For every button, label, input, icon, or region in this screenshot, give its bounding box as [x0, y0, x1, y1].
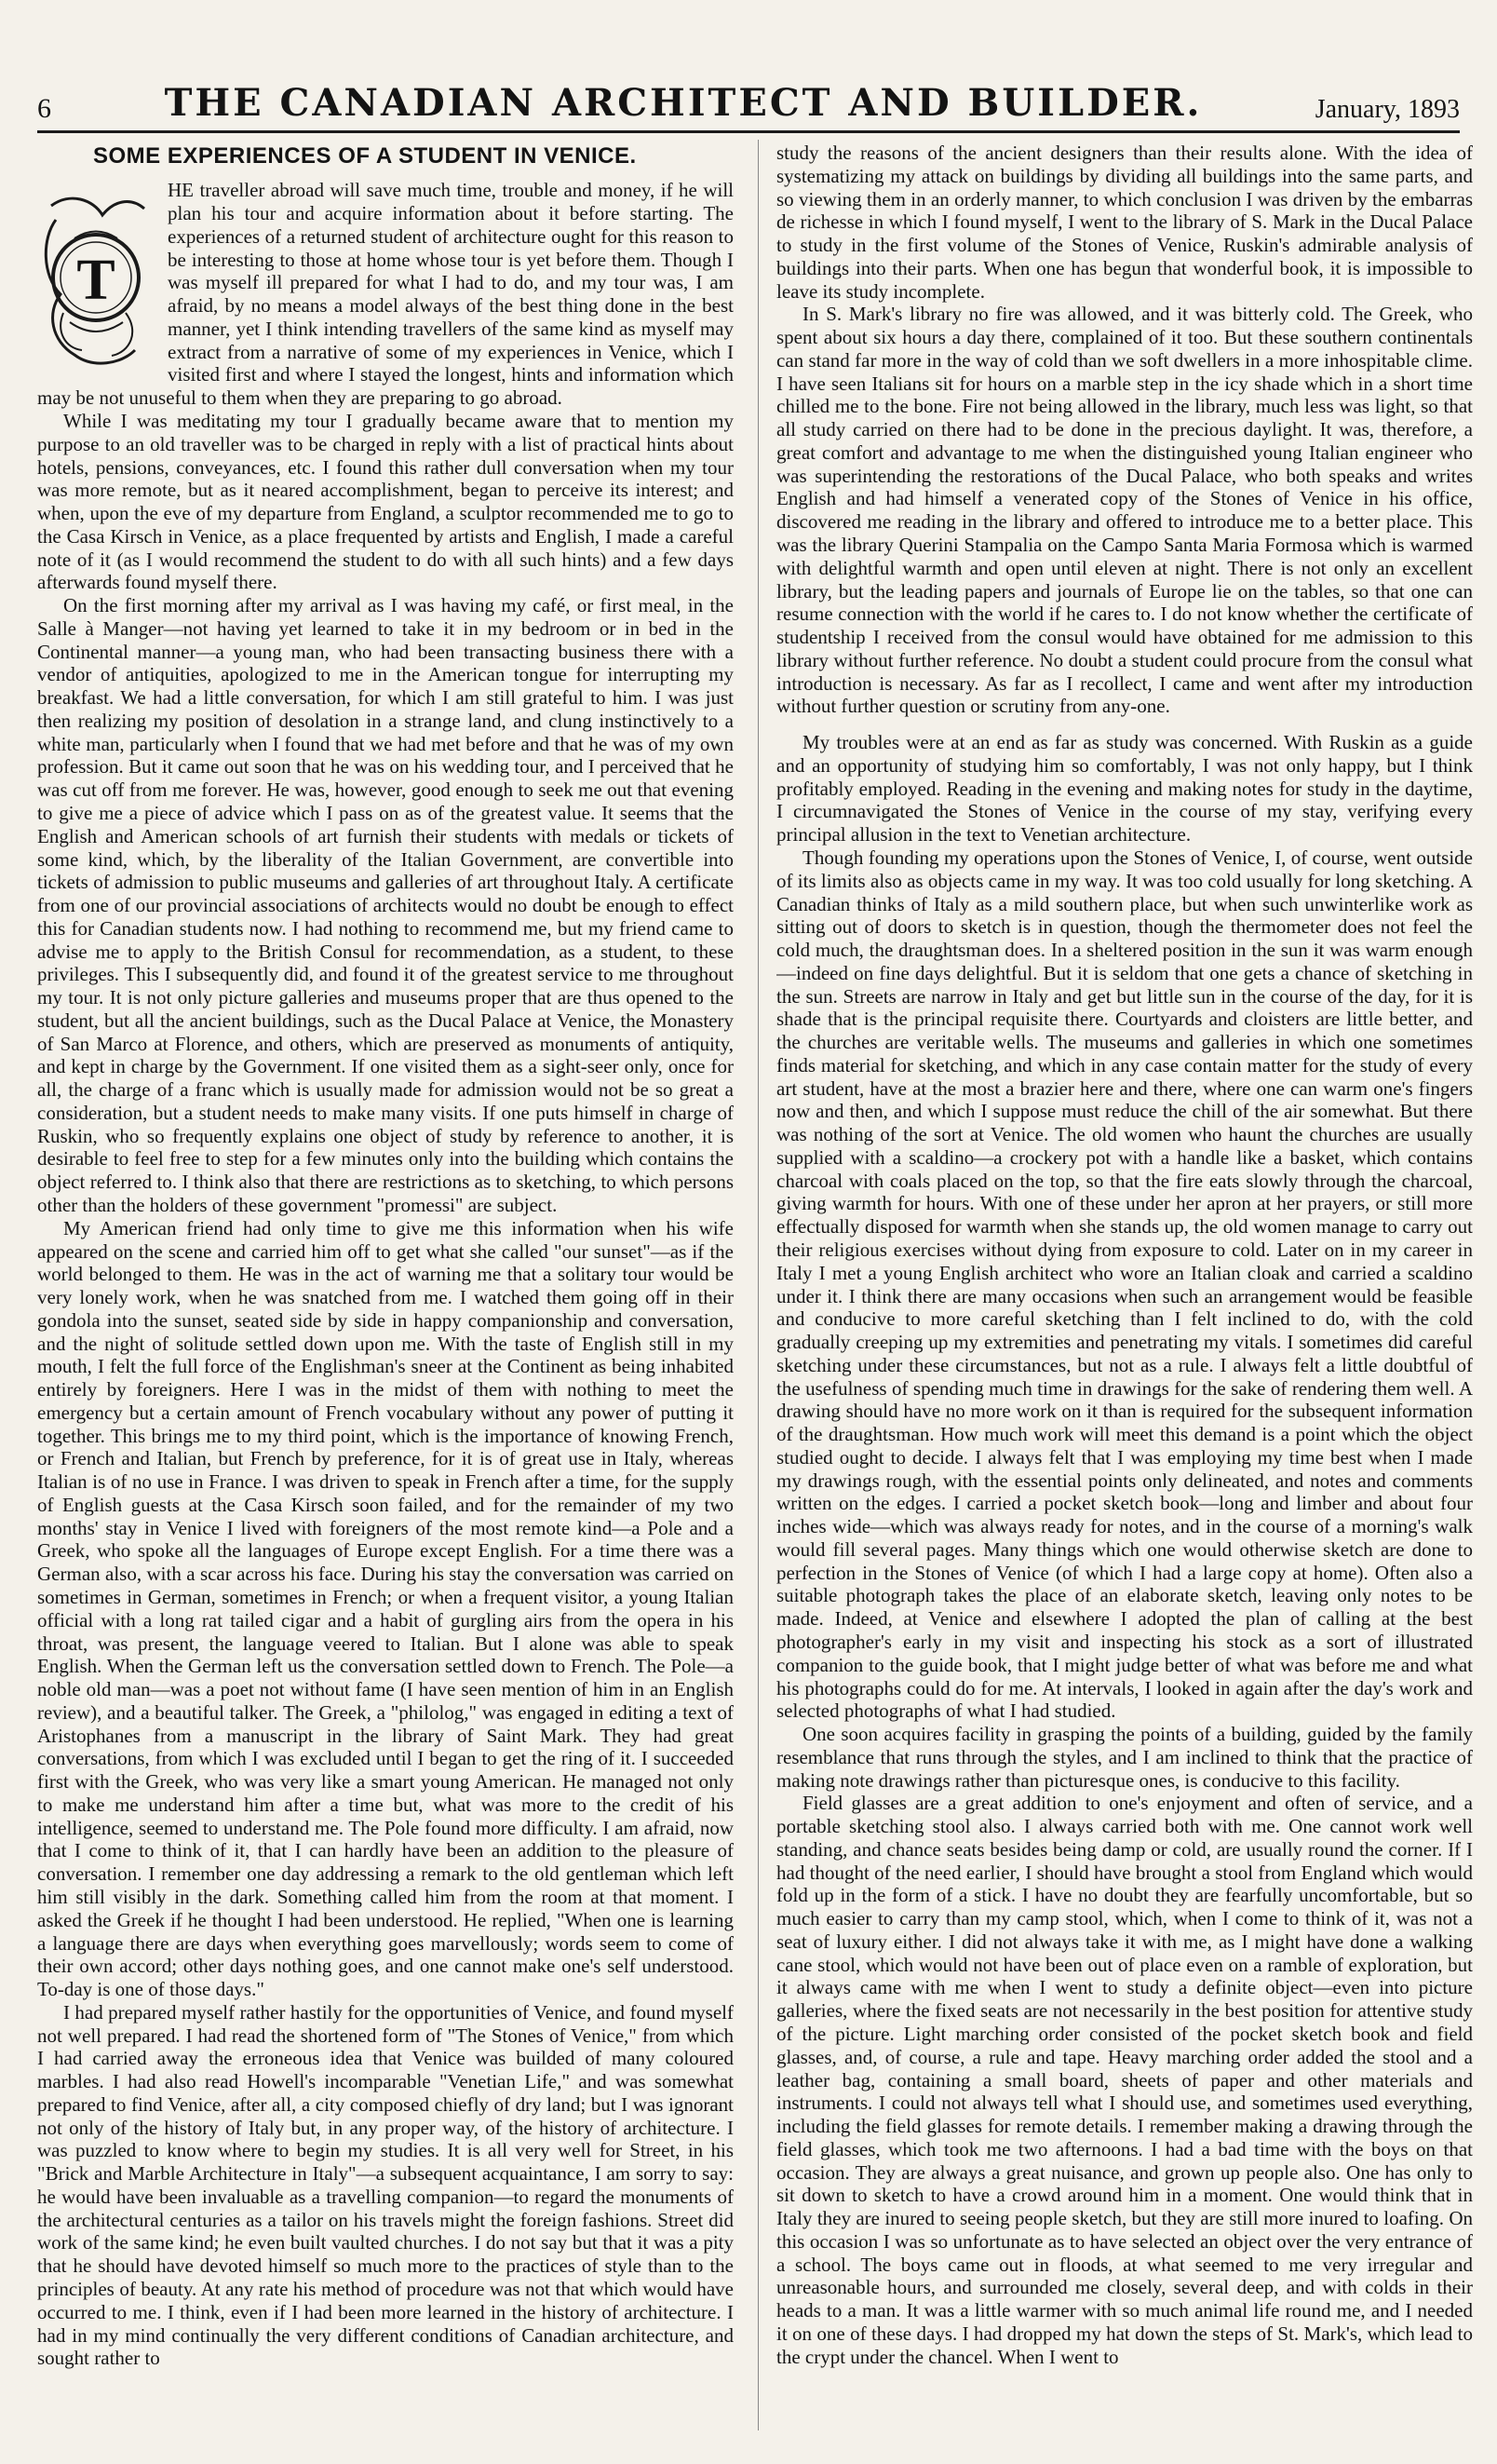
right-column: [776, 142, 1473, 2442]
column-divider: [758, 140, 759, 2430]
page-header: [37, 78, 1460, 125]
paragraph: study the reasons of the ancient designers than their results alone. With the idea of systematizing my attack on buildings by dividing all buildings into the same parts, and so viewing them in an orderly manner, to which conclusion I was driven by the embarras de richesse in which I found myself, I went to the library of S. Mark in the Ducal Palace to study in the first volume of the Stones of Venice, Ruskin's admirable analysis of buildings into their parts. When one has begun that wonderful book, it is impossible to leave its study incomplete.: [776, 142, 1473, 303]
paragraph: In S. Mark's library no fire was allowed, and it was bitterly cold. The Greek, who spent about six hours a day there, complained of it too. But these southern continentals can stand far more in the way of cold than we soft dwellers in a more inhospitable clime. I have seen Italians sit for hours on a marble step in the icy shade which in a short time chilled me to the bone. Fire not being allowed in the library, much less was light, so that all study carried on there had to be done in the precious daylight. It was, therefore, a great comfort and advantage to me when the distinguished young Italian engineer who was superintending the restorations of the Ducal Palace, who both speaks and writes English and had himself a venerated copy of the Stones of Venice in his office, discovered me reading in the library and offered to introduce me to a better place. This was the library Querini Stampalia on the Campo Santa Maria Formosa which is warmed with delightful warmth and open until eleven at night. There is not only an excellent library, but the leading papers and journals of Europe lie on the tables, so that one can resume connection with the world if he cares to. I do not know whether the certificate of studentship I received from the consul would have obtained for me admission to this library without further reference. No doubt a student could procure from the consul what introduction is necessary. As far as I recollect, I came and went after my introduction without further question or scrutiny from any-one.: [776, 303, 1473, 718]
page-number: 6: [37, 93, 51, 124]
ornamental-dropcap-icon: [37, 183, 155, 378]
paragraph: Though founding my operations upon the Stones of Venice, I, of course, went outside of its limits also as objects came in my way. It was too cold usually for long sketching. A Canadian thinks of Italy as a mild southern place, but when such unwinterlike work as sitting out of doors to sketch is in question, though the thermometer does not feel the cold much, the draughtsman does. In a sheltered position in the sun it was warm enough—indeed on fine days delightful. But it is seldom that one gets a chance of sketching in the sun. Streets are narrow in Italy and get but little sun in the course of the day, for it is shade that is the principal requisite there. Courtyards and cloisters are little better, and the churches are veritable wells. The museums and galleries in which one sometimes finds material for sketching, and which in any case contain matter for the study of every art student, have at the most a brazier here and there, where one can warm one's fingers now and then, and which I suppose must reduce the chill of the air somewhat. But there was nothing of the sort at Venice. The old women who haunt the churches are usually supplied with a scaldino—a crockery pot with a handle like a basket, which contains charcoal with coals placed on the top, so that the fire eats slowly through the charcoal, giving warmth for hours. With one of these under her apron at her prayers, or still more effectually disposed for warmth when she stands up, the old women manage to carry out their religious exercises without dying from exposure to cold. Later on in my career in Italy I met a young English architect who wore an Italian cloak and carried a scaldino under it. I think there are many occasions when such an arrangement would be feasible and conducive to more careful sketching than I felt inclined to do, with the cold gradually creeping up my extremities and penetrating my vitals. I sometimes did careful sketching under these circumstances, but not as a rule. I always felt a little doubtful of the usefulness of spending much time in drawings for the sake of rendering them well. A drawing should have no more work on it than is required for the subsequent information of the draughtsman. How much work will meet this demand is a point which the object studied ought to decide. I always felt that I was employing my time best when I made my drawings rough, with the essential points only delineated, and notes and comments written on the edges. I carried a pocket sketch book—long and limber and about four inches wide—which was always ready for notes, and in the course of a morning's walk would fill several pages. Many things which one would otherwise sketch are done to perfection in the Stones of Venice (of which I had a large copy at home). Often also a suitable photograph takes the place of an elaborate sketch, leaving only notes to be made. Indeed, at Venice and elsewhere I adopted the plan of calling at the best photographer's early in my visit and inspecting his stock as a sort of illustrated companion to the guide book, that I might judge better of what was before me and what his photographs could do for me. At intervals, I looked in again after the day's work and selected photographs of what I had studied.: [776, 846, 1473, 1723]
intro-paragraph: HE traveller abroad will save much time, trouble and money, if he will plan his tour and acquire information about it before starting. The experiences of a returned student of architecture ought for this reason to be interesting to those at home whose tour is yet before them. Though I was myself ill prepared for what I had to do, and my tour was, I am afraid, by no means a model always of the best thing done in the best manner, yet I think intending travellers of the same kind as myself may extract from a narrative of some of my experiences in Venice, which I visited first and where I stayed the longest, hints and information which may be not unuseful to them when they are preparing to go abroad.: [37, 179, 734, 410]
paragraph: One soon acquires facility in grasping the points of a building, guided by the family resemblance that runs through the styles, and I am inclined to think that the practice of making note drawings rather than picturesque ones, is conducive to this facility.: [776, 1723, 1473, 1792]
article-title: SOME EXPERIENCES OF A STUDENT IN VENICE.: [93, 143, 637, 169]
paragraph: Field glasses are a great addition to one's enjoyment and often of service, and a portable sketching stool also. I always carried both with me. One cannot work well standing, and chance seats besides being damp or cold, are usually round the corner. If I had thought of the need earlier, I should have brought a stool from England which would fold up in the form of a stick. I have no doubt they are fearfully uncomfortable, but so much easier to carry than my camp stool, which, when I come to think of it, was not a seat of luxury either. I did not always take it with me, as I might have done a walking cane stool, which would not have been out of place even on a ramble of exploration, but it always came with me when I went to study a definite object—even into picture galleries, where the fixed seats are not necessarily in the best position for attentive study of the picture. Light marching order consisted of the pocket sketch book and field glasses, and, of course, a rule and tape. Heavy marching order added the stool and a leather bag, containing a small board, sheets of paper and other materials and instruments. I could not always tell what I should use, and sometimes used everything, including the field glasses for remote details. I remember making a drawing through the field glasses, which took me two afternoons. I had a bad time with the boys on that occasion. They are always a great nuisance, and grown up people also. One has only to sit down to sketch to have a crowd around him in a moment. One would think that in Italy they are inured to seeing people sketch, but they are still more inured to loafing. On this occasion I was so unfortunate as to have selected an object over the very entrance of a school. The boys came out in floods, at what seemed to me very irregular and unreasonable hours, and surrounded me closely, several deep, and with colds in their heads to a man. It was a little warmer with so much animal life round me, and I needed it on one of these days. I had dropped my hat down the steps of St. Mark's, which lead to the crypt under the chancel. When I went to: [776, 1792, 1473, 2368]
paragraph: On the first morning after my arrival as I was having my café, or first meal, in the Salle à Manger—not having yet learned to take it in my bedroom or in bed in the Continental manner—a young man, who had been transacting business there with a vendor of antiquities, apologized to me in the American tongue for interrupting my breakfast. We had a little conversation, for which I am still grateful to him. I was just then realizing my position of desolation in a strange land, and clung instinctively to a white man, particularly when I found that we had met before and that he was of my own profession. But it came out soon that he was on his wedding tour, and I perceived that he was cut off from me forever. He was, however, good enough to seek me out that evening to give me a piece of advice which I pass on as of the greatest value. It seems that the English and American schools of art furnish their students with medals or tickets of some kind, which, by the liberality of the Italian Government, are convertible into tickets of admission to public museums and galleries of art throughout Italy. A certificate from one of our provincial associations of architects would no doubt be enough to effect this for Canadian students now. I had nothing to recommend me, but my friend came to advise me to apply to the British Consul for recommendation, as a student, to these privileges. This I subsequently did, and found it of the greatest service to me throughout my tour. It is not only picture galleries and museums proper that are thus opened to the student, but all the ancient buildings, such as the Ducal Palace at Venice, the Monastery of San Marco at Florence, and others, which are preserved as monuments of antiquity, and kept in charge by the Government. If one visited them as a sight-seer only, once for all, the charge of a franc which is usually made for admission would not be so great a consideration, but a student needs to make many visits. If one puts himself in charge of Ruskin, who so frequently explains one object of study by reference to another, it is desirable to feel free to step for a few minutes only into the building which contains the object referred to. I think also that there are restrictions as to sketching, to which persons other than the holders of these government "promessi" are subject.: [37, 594, 734, 1216]
issue-date: January, 1893: [1315, 95, 1460, 124]
left-column: [37, 142, 734, 2442]
header-rule: [37, 130, 1460, 133]
paragraph: While I was meditating my tour I gradually became aware that to mention my purpose to an old traveller was to be charged in reply with a list of practical hints about hotels, pensions, conveyances, etc. I found this rather dull conversation when my tour was more remote, but as it neared accomplishment, began to perceive its interest; and when, upon the eve of my departure from England, a sculptor recommended me to go to the Casa Kirsch in Venice, as a place frequented by artists and English, I made a careful note of it (as I would recommend the student to do with all such hints) and a few days afterwards found myself there.: [37, 409, 734, 594]
paragraph: My troubles were at an end as far as study was concerned. With Ruskin as a guide and an opportunity of studying him so comfortably, I was not only happy, but I think profitably employed. Reading in the evening and making notes for study in the daytime, I circumnavigated the Stones of Venice in the course of my stay, verifying every principal allusion in the text to Venetian architecture.: [776, 731, 1473, 846]
paragraph: My American friend had only time to give me this information when his wife appeared on the scene and carried him off to get what she called "our sunset"—as if the world belonged to them. He was in the act of warning me that a solitary tour would be very lonely work, when he was snatched from me. I watched them going off in their gondola into the sunset, seated side by side in happy companionship and conversation, and the night of solitude settled down upon me. With the taste of English still in my mouth, I felt the full force of the Englishman's sneer at the Continent as being inhabited entirely by foreigners. Here I was in the midst of them with nothing to meet the emergency but a certain amount of French vocabulary without any power of putting it together. This brings me to my third point, which is the importance of knowing French, or French and Italian, but French by preference, for it is of great use in Italy, whereas Italian is of no use in France. I was driven to speak in French after a time, for the supply of English guests at the Casa Kirsch soon failed, and for the remainder of my two months' stay in Venice I lived with foreigners of the most remote kind—a Pole and a Greek, who spoke all the languages of Europe except English. For a time there was a German also, with a scar across his face. During his stay the conversation was carried on sometimes in German, sometimes in French; or when a frequent visitor, a young Italian official with a long rat tailed cigar and a habit of gurgling airs from the opera in his throat, was present, the language veered to Italian. But I alone was able to speak English. When the German left us the conversation settled down to French. The Pole—a noble old man—was a poet not without fame (I have seen mention of him in an English review), and a beautiful talker. The Greek, a "philolog," was engaged in editing a text of Aristophanes from a manuscript in the library of Saint Mark. They had great conversations, from which I was excluded until I began to get the ring of it. I succeeded first with the Greek, who was very like a smart young American. He managed not only to make me understand him after a time but, what was more to the credit of his intelligence, seemed to understand me. The Pole found more difficulty. I am afraid, now that I come to think of it, that I can hardly have been an addition to the pleasure of conversation. I remember one day addressing a remark to the old gentleman which left him still visibly in the dark. Something called him from the room at that moment. I asked the Greek if he thought I had been understood. He replied, "When one is learning a language there are days when everything goes marvellously; words seem to come of their own accord; other days nothing goes, and one cannot make one's self understood. To-day is one of those days.": [37, 1216, 734, 2001]
masthead-title: THE CANADIAN ARCHITECT AND BUILDER.: [164, 81, 1203, 125]
dropcap-letter: T: [76, 249, 115, 313]
paragraph: I had prepared myself rather hastily for the opportunities of Venice, and found myself not well prepared. I had read the shortened form of "The Stones of Venice," from which I had carried away the erroneous idea that Venice was builded of many coloured marbles. I had also read Howell's incomparable "Venetian Life," and was somewhat prepared to find Venice, after all, a city composed chiefly of dry land; but I was ignorant not only of the history of Italy but, in any proper way, of the history of architecture. I was puzzled to know where to begin my studies. It is all very well for Street, in his "Brick and Marble Architecture in Italy"—a subsequent acquaintance, I am sorry to say: he would have been invaluable as a travelling companion—to regard the monuments of the architectural centuries as a tailor on his travels might the foreign fashions. Street did work of the same kind; he even built vaulted churches. I do not say but that it was a pity that he should have devoted himself so much more to the practices of style than to the principles of beauty. At any rate his method of procedure was not that which would have occurred to me. I think, even if I had been more learned in the history of architecture. I had in my mind continually the very different conditions of Canadian architecture, and sought rather to: [37, 2000, 734, 2370]
